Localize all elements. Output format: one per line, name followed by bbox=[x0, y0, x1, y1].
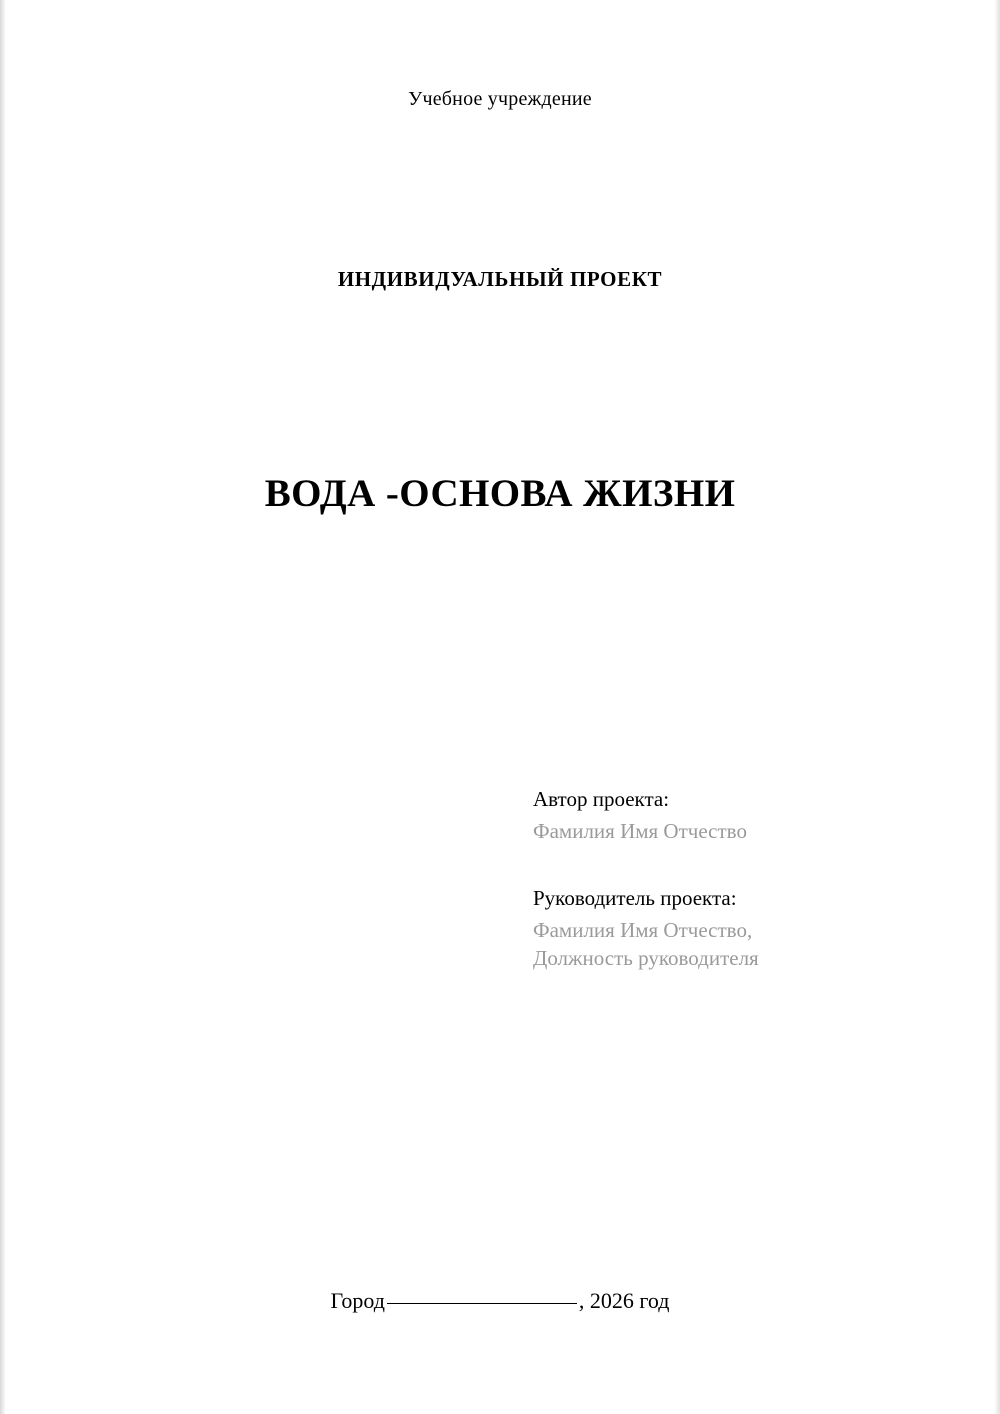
credits-spacer bbox=[533, 846, 953, 885]
page-title: ВОДА -ОСНОВА ЖИЗНИ bbox=[264, 472, 736, 516]
project-type-heading: ИНДИВИДУАЛЬНЫЙ ПРОЕКТ bbox=[337, 267, 663, 291]
footer-year: , 2026 год bbox=[578, 1288, 670, 1313]
credits-block bbox=[533, 786, 953, 973]
page-footer bbox=[0, 1288, 1000, 1314]
footer-city-prefix: Город bbox=[330, 1288, 385, 1313]
author-label: Автор проекта: bbox=[533, 787, 670, 811]
city-blank-line bbox=[387, 1302, 577, 1304]
institution-name: Учебное учреждение bbox=[408, 88, 592, 110]
supervisor-label: Руководитель проекта: bbox=[533, 885, 737, 910]
author-value: Фамилия Имя Отчество bbox=[533, 819, 747, 844]
supervisor-value-line-2: Должность руководителя bbox=[533, 945, 759, 970]
supervisor-value-line-1: Фамилия Имя Отчество, bbox=[533, 918, 753, 943]
